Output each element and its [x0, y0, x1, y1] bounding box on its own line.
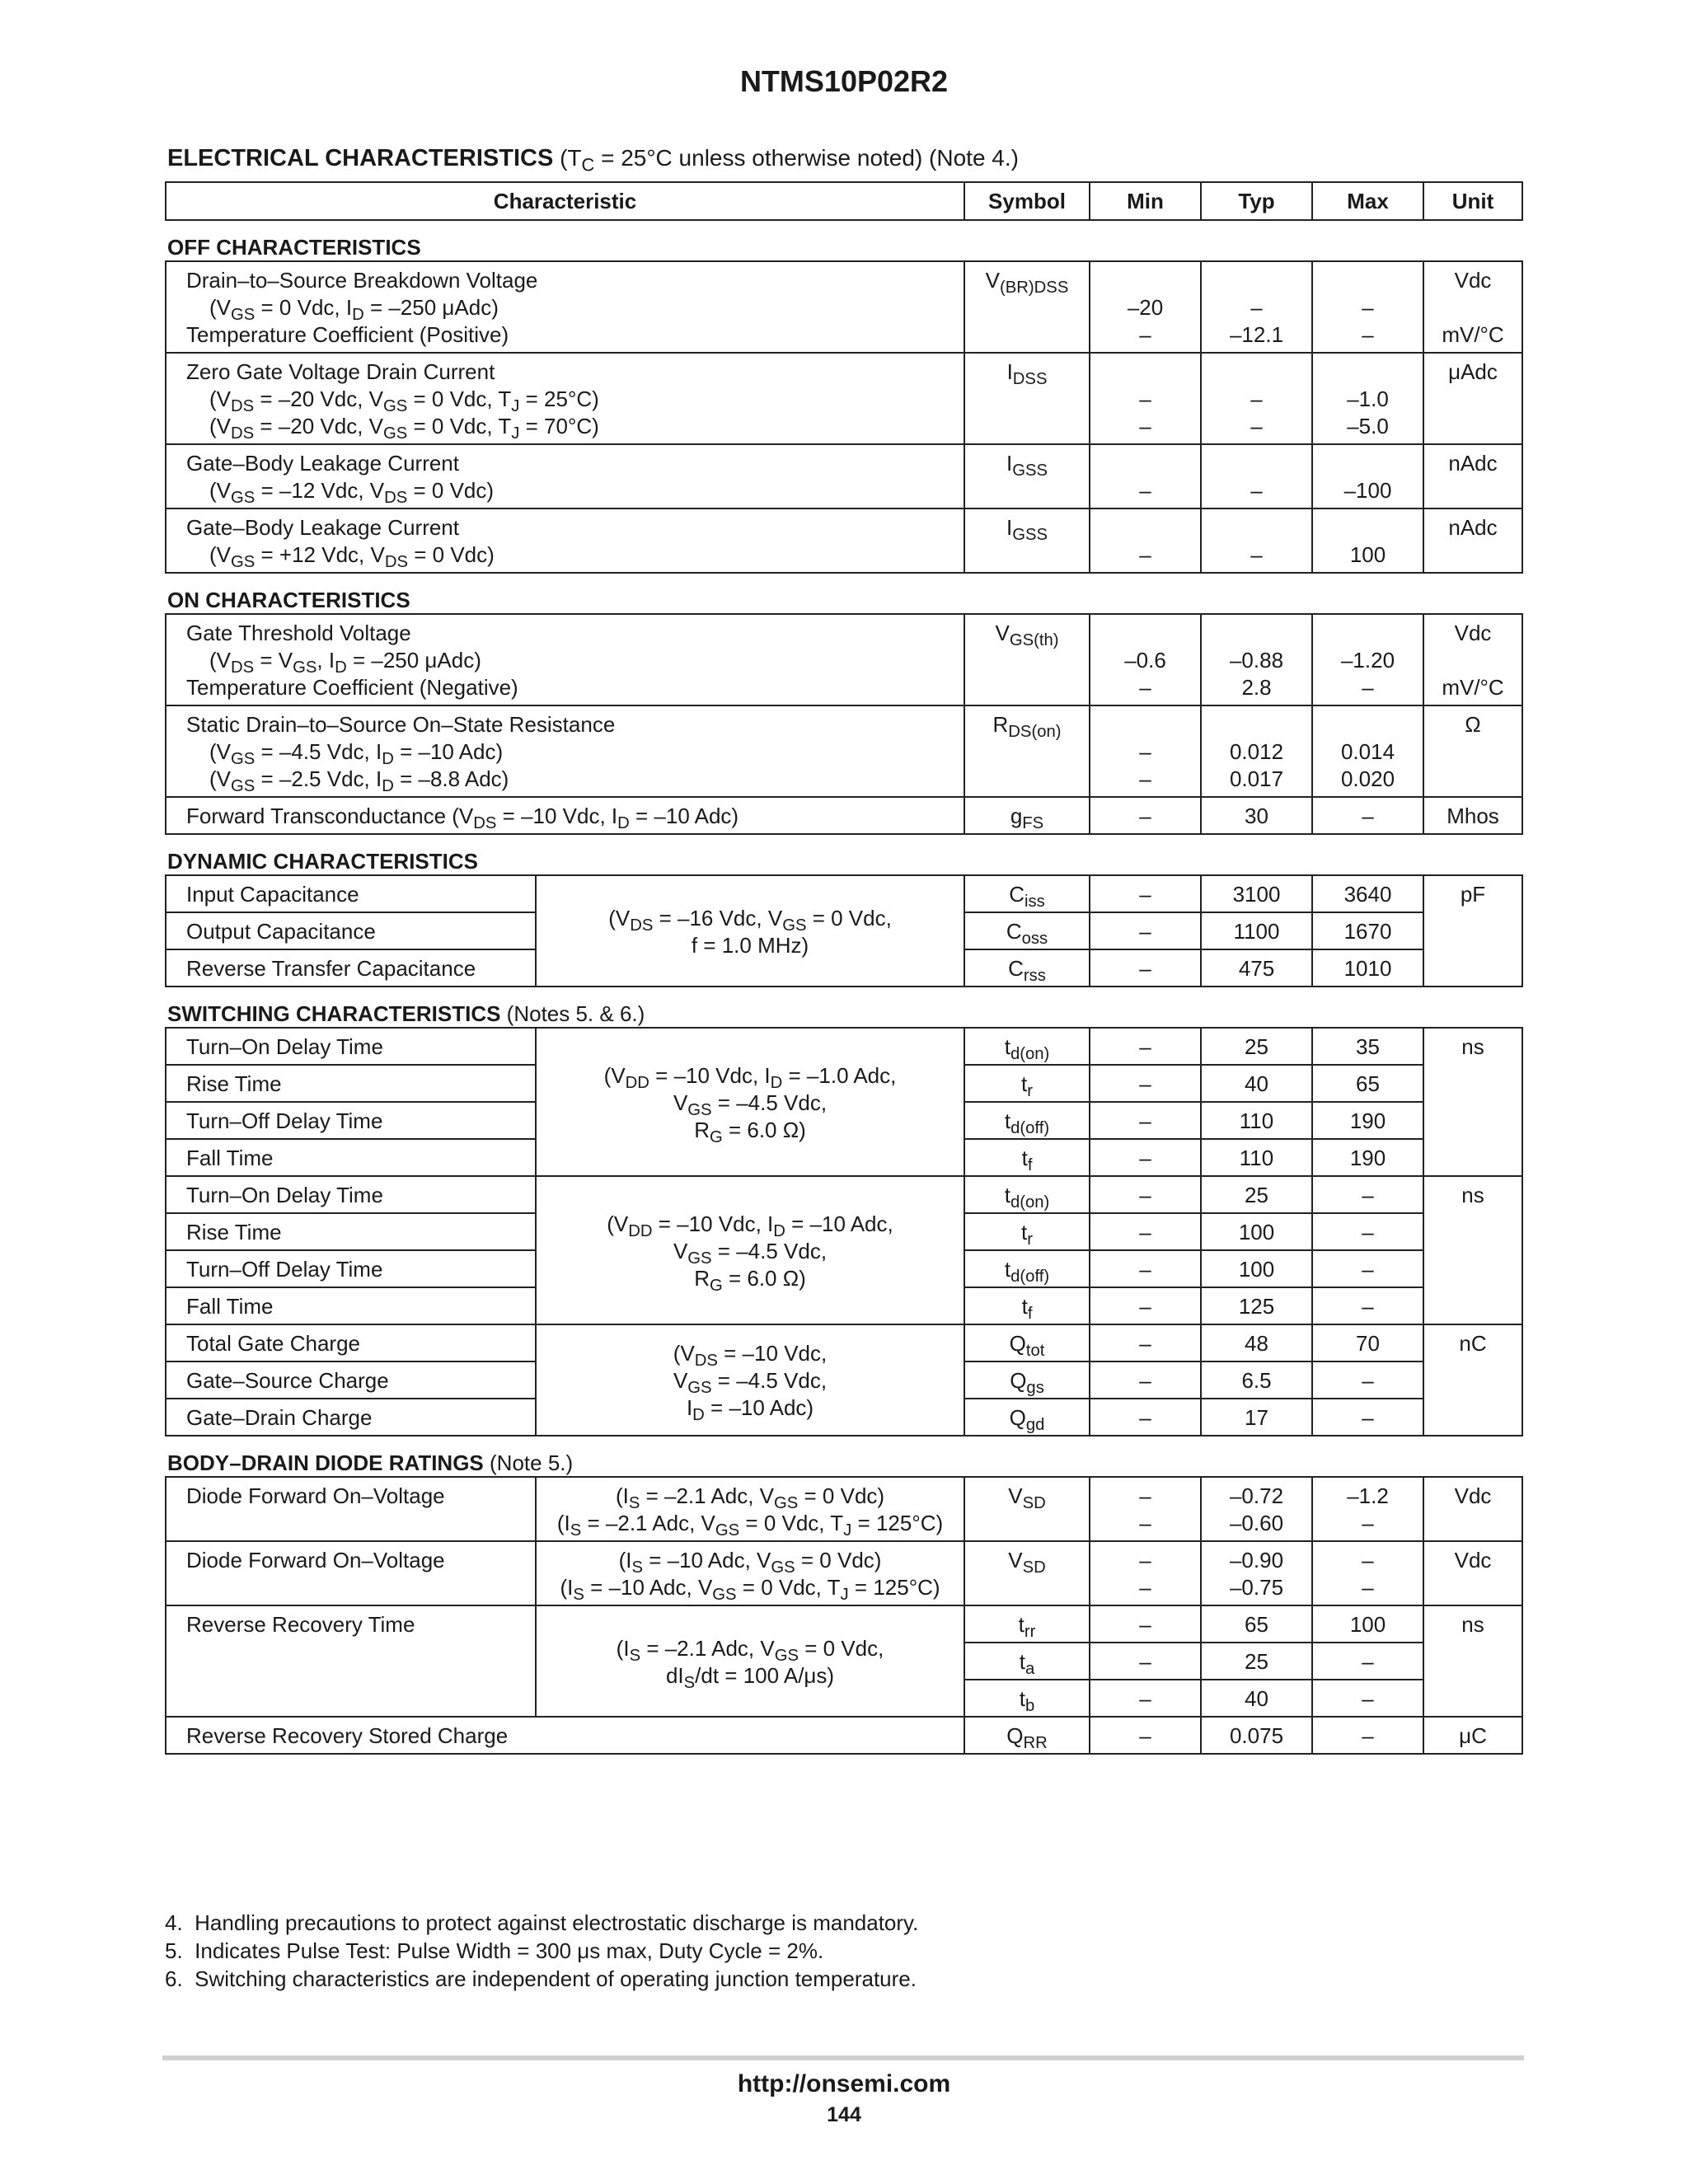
characteristic-cell: Rise Time — [166, 1065, 536, 1102]
unit-cell: Vdc mV/°C — [1423, 261, 1522, 353]
category-row — [166, 1436, 1522, 1477]
typ-cell: 0.012 0.017 — [1201, 705, 1312, 797]
characteristic-name: Drain–to–Source Breakdown Voltage — [186, 268, 538, 293]
table-row — [166, 705, 1522, 797]
footnote-4: 4. Handling precautions to protect against electrostatic discharge is mandatory. — [165, 1910, 919, 1935]
characteristic-cell: Reverse Recovery Time — [166, 1605, 536, 1717]
min-cell: – – — [1090, 705, 1201, 797]
table-row — [166, 261, 1522, 353]
min-cell: – — [1090, 875, 1201, 912]
characteristic-cell: Turn–Off Delay Time — [166, 1102, 536, 1139]
min-cell: – – — [1090, 1477, 1201, 1541]
unit-cell: ns — [1423, 1028, 1522, 1176]
characteristic-condition: ($V_{GS} = -2.5$ Vdc, $I_D = -8.8$ Adc) — [209, 766, 509, 796]
characteristic-condition: ($V_{GS} = 0$ Vdc, $I_D = -250$ μAdc) — [209, 295, 499, 325]
typ-cell: 30 — [1201, 797, 1312, 834]
unit-cell: Vdc — [1423, 1541, 1522, 1605]
characteristic-cell: Output Capacitance — [166, 912, 536, 949]
min-cell: – — [1090, 1324, 1201, 1361]
typ-cell: 1100 — [1201, 912, 1312, 949]
characteristic-cell: Reverse Transfer Capacitance — [166, 949, 536, 987]
typ-cell: 100 — [1201, 1213, 1312, 1250]
characteristic-condition: ($V_{GS} = -4.5$ Vdc, $I_D = -10$ Adc) — [209, 739, 504, 769]
max-cell: 1010 — [1312, 949, 1423, 987]
min-cell: – — [1090, 1399, 1201, 1436]
symbol-cell: $V_{SD}$ — [964, 1541, 1090, 1605]
characteristic-cell — [166, 353, 964, 444]
category-row — [166, 834, 1522, 875]
symbol-cell: $Q_{RR}$ — [964, 1717, 1090, 1754]
max-cell: 65 — [1312, 1065, 1423, 1102]
characteristic-cell — [166, 509, 964, 573]
category-dynamic: DYNAMIC CHARACTERISTICS — [166, 834, 1522, 875]
table-row — [166, 1717, 1522, 1754]
header-min: Min — [1090, 182, 1201, 220]
table-row — [166, 353, 1522, 444]
typ-cell: 110 — [1201, 1102, 1312, 1139]
symbol-cell: $t_a$ — [964, 1643, 1090, 1680]
typ-cell: –0.90 –0.75 — [1201, 1541, 1312, 1605]
min-cell: – — [1090, 1065, 1201, 1102]
table-row — [166, 1324, 1522, 1361]
max-cell: 100 — [1312, 509, 1423, 573]
characteristic-name: Static Drain–to–Source On–State Resistance — [186, 712, 616, 737]
section-heading — [167, 145, 1019, 176]
header-typ: Typ — [1201, 182, 1312, 220]
max-cell: – — [1312, 1399, 1423, 1436]
table-header-row — [166, 182, 1522, 220]
symbol-cell: $t_{d(off)}$ — [964, 1102, 1090, 1139]
footnote-6: 6. Switching characteristics are independent of operating junction temperature. — [165, 1966, 917, 1991]
table-row — [166, 1541, 1522, 1605]
test-condition-cell: ($I_S = -2.1$ Adc, $V_{GS} = 0$ Vdc) ($I_S = -2.1$ Adc, $V_{GS} = 0$ Vdc, $T_J = 125^\circ C$) — [536, 1477, 964, 1541]
max-cell: – — [1312, 1213, 1423, 1250]
unit-cell: nAdc — [1423, 509, 1522, 573]
typ-cell: 6.5 — [1201, 1361, 1312, 1399]
symbol-cell: $Q_{tot}$ — [964, 1324, 1090, 1361]
page-number: 144 — [827, 2103, 861, 2126]
table-row — [166, 1028, 1522, 1065]
electrical-characteristics-table — [165, 181, 1523, 1755]
max-cell: –100 — [1312, 444, 1423, 509]
characteristic-cell: Turn–Off Delay Time — [166, 1250, 536, 1287]
table-row — [166, 1605, 1522, 1643]
typ-cell: – — [1201, 509, 1312, 573]
unit-cell: nC — [1423, 1324, 1522, 1436]
symbol-cell: $V_{GS(th)}$ — [964, 614, 1090, 705]
category-on: ON CHARACTERISTICS — [166, 573, 1522, 614]
characteristic-condition: ($V_{DS} = V_{GS}$, $I_D = -250$ μAdc) — [209, 648, 481, 677]
max-cell: – — [1312, 797, 1423, 834]
characteristic-cell — [166, 261, 964, 353]
max-cell: –1.0 –5.0 — [1312, 353, 1423, 444]
typ-cell: 65 — [1201, 1605, 1312, 1643]
min-cell: – — [1090, 1028, 1201, 1065]
typ-cell: 0.075 — [1201, 1717, 1312, 1754]
typ-cell: –0.72 –0.60 — [1201, 1477, 1312, 1541]
characteristic-cell — [166, 614, 964, 705]
symbol-cell: $I_{GSS}$ — [964, 509, 1090, 573]
unit-cell: ns — [1423, 1176, 1522, 1324]
footer-divider — [162, 2055, 1524, 2060]
characteristic-cell: Total Gate Charge — [166, 1324, 536, 1361]
characteristic-cell: Gate–Drain Charge — [166, 1399, 536, 1436]
min-cell: – — [1090, 509, 1201, 573]
typ-cell: – — [1201, 444, 1312, 509]
table-row — [166, 1477, 1522, 1541]
category-row — [166, 987, 1522, 1028]
min-cell: – — [1090, 797, 1201, 834]
characteristic-name: Gate Threshold Voltage — [186, 621, 411, 645]
symbol-cell: $t_{d(on)}$ — [964, 1028, 1090, 1065]
header-characteristic: Characteristic — [166, 182, 964, 220]
characteristic-cell: Turn–On Delay Time — [166, 1028, 536, 1065]
unit-cell: μAdc — [1423, 353, 1522, 444]
max-cell: –1.20 – — [1312, 614, 1423, 705]
unit-cell: Ω — [1423, 705, 1522, 797]
section-heading-condition: ($T_C = 25^\circ C$ unless otherwise noted) (Note 4.) — [560, 145, 1019, 176]
min-cell: – – — [1090, 1541, 1201, 1605]
unit-cell: pF — [1423, 875, 1522, 987]
max-cell: 70 — [1312, 1324, 1423, 1361]
max-cell: 1670 — [1312, 912, 1423, 949]
category-diode: BODY–DRAIN DIODE RATINGS (Note 5.) — [166, 1436, 1522, 1477]
table-row — [166, 797, 1522, 834]
test-condition-cell: ($V_{DS} = -10$ Vdc, $V_{GS} = -4.5$ Vdc, $I_D = -10$ Adc) — [536, 1324, 964, 1436]
unit-cell: Mhos — [1423, 797, 1522, 834]
max-cell: – — [1312, 1176, 1423, 1213]
symbol-cell: $Q_{gd}$ — [964, 1399, 1090, 1436]
min-cell: – — [1090, 1361, 1201, 1399]
test-condition-cell: ($V_{DD} = -10$ Vdc, $I_D = -1.0$ Adc, $V_{GS} = -4.5$ Vdc, $R_G = 6.0$ Ω) — [536, 1028, 964, 1176]
min-cell: – — [1090, 912, 1201, 949]
min-cell: –20 – — [1090, 261, 1201, 353]
typ-cell: 110 — [1201, 1139, 1312, 1176]
min-cell: – — [1090, 949, 1201, 987]
max-cell: 100 — [1312, 1605, 1423, 1643]
typ-cell: 25 — [1201, 1028, 1312, 1065]
unit-cell: ns — [1423, 1605, 1522, 1717]
table-row — [166, 875, 1522, 912]
min-cell: – — [1090, 1139, 1201, 1176]
symbol-cell: $C_{iss}$ — [964, 875, 1090, 912]
min-cell: –0.6 – — [1090, 614, 1201, 705]
symbol-cell: $g_{FS}$ — [964, 797, 1090, 834]
footer-link[interactable]: http://onsemi.com — [737, 2070, 951, 2097]
characteristic-condition: ($V_{DS} = -20$ Vdc, $V_{GS} = 0$ Vdc, $T_J = 70^\circ C$) — [209, 414, 599, 443]
characteristic-name-secondary: Temperature Coefficient (Positive) — [186, 322, 509, 347]
symbol-cell: $t_r$ — [964, 1065, 1090, 1102]
typ-cell: 25 — [1201, 1643, 1312, 1680]
min-cell: – — [1090, 1102, 1201, 1139]
table-row — [166, 1176, 1522, 1213]
symbol-cell: $t_f$ — [964, 1287, 1090, 1324]
typ-cell: 475 — [1201, 949, 1312, 987]
unit-cell: Vdc — [1423, 1477, 1522, 1541]
characteristic-cell: Gate–Source Charge — [166, 1361, 536, 1399]
max-cell: – – — [1312, 1541, 1423, 1605]
table-row — [166, 444, 1522, 509]
max-cell: – — [1312, 1250, 1423, 1287]
typ-cell: 100 — [1201, 1250, 1312, 1287]
characteristic-cell: Rise Time — [166, 1213, 536, 1250]
symbol-cell: $t_r$ — [964, 1213, 1090, 1250]
header-symbol: Symbol — [964, 182, 1090, 220]
symbol-cell: $t_{rr}$ — [964, 1605, 1090, 1643]
unit-cell: Vdc mV/°C — [1423, 614, 1522, 705]
min-cell: – — [1090, 1287, 1201, 1324]
characteristic-cell — [166, 444, 964, 509]
characteristic-cell: Input Capacitance — [166, 875, 536, 912]
characteristic-name: Zero Gate Voltage Drain Current — [186, 359, 495, 384]
characteristic-name: Gate–Body Leakage Current — [186, 451, 459, 476]
characteristic-cell — [166, 705, 964, 797]
max-cell: – — [1312, 1287, 1423, 1324]
typ-cell: 48 — [1201, 1324, 1312, 1361]
typ-cell: 17 — [1201, 1399, 1312, 1436]
header-unit: Unit — [1423, 182, 1522, 220]
footnotes — [165, 1909, 918, 1993]
typ-cell: – – — [1201, 353, 1312, 444]
characteristic-condition: ($V_{GS} = +12$ Vdc, $V_{DS} = 0$ Vdc) — [209, 542, 495, 572]
min-cell: – — [1090, 1213, 1201, 1250]
unit-cell: nAdc — [1423, 444, 1522, 509]
test-condition-cell: ($I_S = -2.1$ Adc, $V_{GS} = 0$ Vdc, $dI_S/dt = 100$ A/μs) — [536, 1605, 964, 1717]
characteristic-cell: Fall Time — [166, 1287, 536, 1324]
min-cell: – — [1090, 1605, 1201, 1643]
symbol-cell: $V_{(BR)DSS}$ — [964, 261, 1090, 353]
symbol-cell: $t_{d(on)}$ — [964, 1176, 1090, 1213]
symbol-cell: $C_{rss}$ — [964, 949, 1090, 987]
max-cell: – – — [1312, 261, 1423, 353]
min-cell: – — [1090, 1643, 1201, 1680]
table-row — [166, 509, 1522, 573]
characteristic-condition: ($V_{DS} = -20$ Vdc, $V_{GS} = 0$ Vdc, $T_J = 25^\circ C$) — [209, 387, 599, 416]
test-condition-cell: ($V_{DS} = -16$ Vdc, $V_{GS} = 0$ Vdc, f = 1.0 MHz) — [536, 875, 964, 987]
part-number-title: NTMS10P02R2 — [739, 64, 949, 98]
category-switching: SWITCHING CHARACTERISTICS (Notes 5. & 6.) — [166, 987, 1522, 1028]
characteristic-cell: Diode Forward On–Voltage — [166, 1477, 536, 1541]
typ-cell: –0.88 2.8 — [1201, 614, 1312, 705]
characteristic-name: Gate–Body Leakage Current — [186, 515, 459, 540]
characteristic-cell: Fall Time — [166, 1139, 536, 1176]
min-cell: – — [1090, 1176, 1201, 1213]
footnote-5: 5. Indicates Pulse Test: Pulse Width = 300 μs max, Duty Cycle = 2%. — [165, 1938, 824, 1963]
symbol-cell: $t_f$ — [964, 1139, 1090, 1176]
min-cell: – — [1090, 1717, 1201, 1754]
symbol-cell: $t_{d(off)}$ — [964, 1250, 1090, 1287]
max-cell: – — [1312, 1643, 1423, 1680]
typ-cell: 40 — [1201, 1065, 1312, 1102]
typ-cell: 25 — [1201, 1176, 1312, 1213]
category-off: OFF CHARACTERISTICS — [166, 220, 1522, 261]
test-condition-cell: ($I_S = -10$ Adc, $V_{GS} = 0$ Vdc) ($I_S = -10$ Adc, $V_{GS} = 0$ Vdc, $T_J = 125^\circ C$) — [536, 1541, 964, 1605]
min-cell: – – — [1090, 353, 1201, 444]
table-row — [166, 614, 1522, 705]
typ-cell: 125 — [1201, 1287, 1312, 1324]
max-cell: –1.2 – — [1312, 1477, 1423, 1541]
symbol-cell: $V_{SD}$ — [964, 1477, 1090, 1541]
typ-cell: 3100 — [1201, 875, 1312, 912]
section-heading-label: ELECTRICAL CHARACTERISTICS — [167, 145, 554, 171]
max-cell: – — [1312, 1361, 1423, 1399]
characteristic-condition: ($V_{GS} = -12$ Vdc, $V_{DS} = 0$ Vdc) — [209, 478, 495, 508]
max-cell: – — [1312, 1717, 1423, 1754]
symbol-cell: $R_{DS(on)}$ — [964, 705, 1090, 797]
min-cell: – — [1090, 1680, 1201, 1717]
characteristic-cell: Turn–On Delay Time — [166, 1176, 536, 1213]
typ-cell: – –12.1 — [1201, 261, 1312, 353]
symbol-cell: $I_{GSS}$ — [964, 444, 1090, 509]
header-max: Max — [1312, 182, 1423, 220]
symbol-cell: $C_{oss}$ — [964, 912, 1090, 949]
max-cell: 0.014 0.020 — [1312, 705, 1423, 797]
characteristic-cell: Forward Transconductance ($V_{DS} = -10$ Vdc, $I_D = -10$ Adc) — [166, 797, 964, 834]
category-row — [166, 573, 1522, 614]
typ-cell: 40 — [1201, 1680, 1312, 1717]
min-cell: – — [1090, 1250, 1201, 1287]
min-cell: – — [1090, 444, 1201, 509]
symbol-cell: $I_{DSS}$ — [964, 353, 1090, 444]
max-cell: 3640 — [1312, 875, 1423, 912]
unit-cell: μC — [1423, 1717, 1522, 1754]
symbol-cell: $Q_{gs}$ — [964, 1361, 1090, 1399]
symbol-cell: $t_b$ — [964, 1680, 1090, 1717]
characteristic-cell: Diode Forward On–Voltage — [166, 1541, 536, 1605]
max-cell: – — [1312, 1680, 1423, 1717]
test-condition-cell: ($V_{DD} = -10$ Vdc, $I_D = -10$ Adc, $V_{GS} = -4.5$ Vdc, $R_G = 6.0$ Ω) — [536, 1176, 964, 1324]
characteristic-cell: Reverse Recovery Stored Charge — [166, 1717, 964, 1754]
max-cell: 35 — [1312, 1028, 1423, 1065]
max-cell: 190 — [1312, 1139, 1423, 1176]
characteristic-name-secondary: Temperature Coefficient (Negative) — [186, 675, 518, 700]
category-row — [166, 220, 1522, 261]
max-cell: 190 — [1312, 1102, 1423, 1139]
